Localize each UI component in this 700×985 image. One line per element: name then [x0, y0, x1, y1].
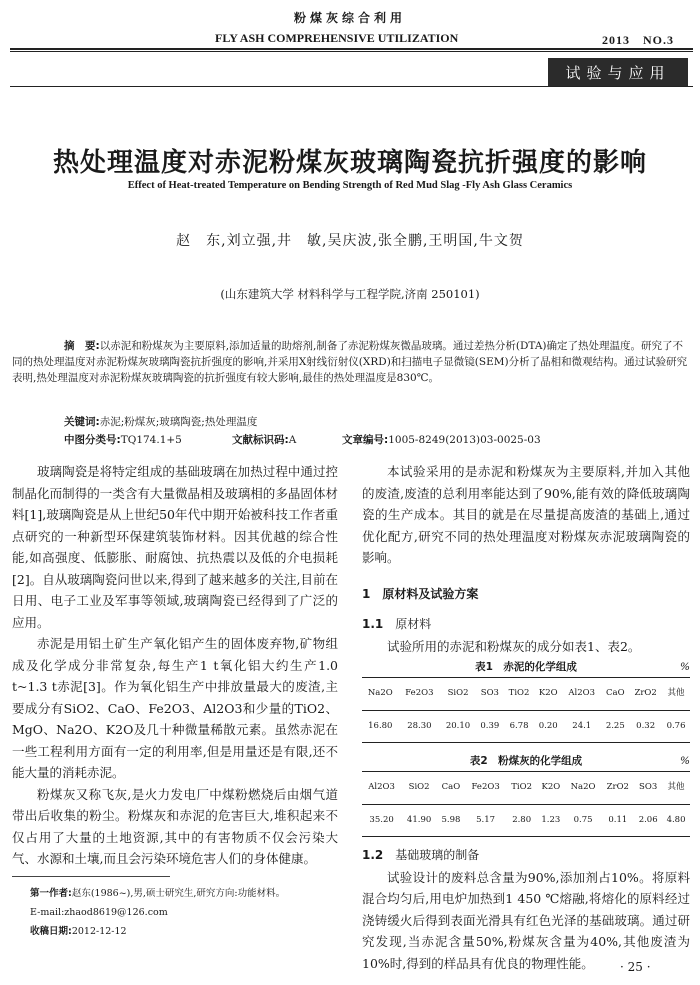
table-cell: 20.10 — [440, 710, 476, 743]
clc-code — [64, 432, 182, 447]
table-fly-ash-composition — [362, 771, 690, 837]
table-cell: 0.20 — [534, 710, 562, 743]
table-header-cell: TiO2 — [506, 772, 537, 805]
table-unit: % — [680, 755, 690, 767]
table-cell: 1.23 — [537, 804, 565, 837]
table-cell: 0.75 — [565, 804, 602, 837]
footnote-author-text: 赵东(1986~),男,硕士研究生,研究方向:功能材料。 — [71, 888, 286, 899]
table-header-cell: Na2O — [362, 678, 399, 711]
table-header-cell: 其他 — [662, 772, 690, 805]
footnote-author-label: 第一作者: — [30, 888, 72, 899]
clc-value: TQ174.1+5 — [120, 434, 182, 446]
table-header-cell: CaO — [437, 772, 465, 805]
table-cell: 0.76 — [662, 710, 690, 743]
abstract-text: 以赤泥和粉煤灰为主要原料,添加适量的助熔剂,制备了赤泥粉煤灰微晶玻璃。通过差热分析(DTA)确定了热处理温度。研究了不同的热处理温度对赤泥粉煤灰玻璃陶瓷抗折强度的影响,并采用X射线衍射仪(XRD)和扫描电子显微镜(SEM)分析了晶相和微观结构。通过试验研究表明,热处理温度对赤泥粉煤灰玻璃陶瓷的抗折强度有较大影响,最佳的热处理温度是830℃。 — [12, 340, 688, 384]
table-cell: 2.25 — [601, 710, 629, 743]
keywords-text: 赤泥;粉煤灰;玻璃陶瓷;热处理温度 — [99, 416, 258, 428]
table-header-cell: Fe2O3 — [399, 678, 441, 711]
table-header-cell: CaO — [601, 678, 629, 711]
table-caption-text: 表1 赤泥的化学组成 — [475, 661, 577, 673]
table-header-cell: ZrO2 — [601, 772, 634, 805]
footnote-rule — [12, 876, 170, 877]
table-cell: 16.80 — [362, 710, 399, 743]
journal-title-cn: 粉煤灰综合利用 — [293, 11, 406, 25]
subsection-title: 原材料 — [395, 617, 432, 631]
table-cell: 0.39 — [476, 710, 504, 743]
section-heading: 1 原材料及试验方案 — [362, 586, 479, 601]
paragraph: 玻璃陶瓷是将特定组成的基础玻璃在加热过程中通过控制晶化而制得的一类含有大量微晶相及玻璃相的多晶固体材料[1],玻璃陶瓷是从上世纪50年代中期开始被科技工作者重点研究的一种新型环保建筑装饰材料。因其优越的综合性能,如高强度、低膨胀、耐腐蚀、抗热震以及低的介电损耗[2]。自从玻璃陶瓷问世以来,得到了越来越多的关注,目前在日用、电子工业及军事等领域,玻璃陶瓷已经得到了广泛的应用。 — [12, 464, 338, 630]
table-header-cell: Al2O3 — [362, 772, 401, 805]
table-cell: 41.90 — [401, 804, 437, 837]
table-cell: 2.06 — [634, 804, 662, 837]
footnote-email: E-mail:zhaod8619@126.com — [30, 907, 168, 918]
article-title: 热处理温度对赤泥粉煤灰玻璃陶瓷抗折强度的影响 — [52, 148, 647, 178]
footnote-author — [30, 884, 285, 903]
table-cell: 24.1 — [562, 710, 601, 743]
doc-code — [232, 432, 296, 447]
article-number-value: 1005-8249(2013)03-0025-03 — [388, 434, 541, 446]
table-header-cell: K2O — [537, 772, 565, 805]
subsection-number: 1.2 — [362, 848, 384, 862]
article-title-en: Effect of Heat-treated Temperature on Bending Strength of Red Mud Slag -Fly Ash Glass Ceramics — [127, 180, 573, 191]
doc-code-value: A — [288, 434, 297, 446]
article-number — [342, 432, 541, 447]
table-cell: 2.80 — [506, 804, 537, 837]
table-unit: % — [680, 661, 690, 673]
keywords — [64, 414, 257, 429]
page-number: · 25 · — [620, 960, 651, 974]
footnote-received-label: 收稿日期: — [30, 926, 72, 937]
table-cell: 6.78 — [504, 710, 535, 743]
paragraph: 赤泥是用铝土矿生产氧化铝产生的固体废弃物,矿物组成及化学成分非常复杂,每生产1 t氧化铝大约生产1.0 t~1.3 t赤泥[3]。作为氧化铝生产中排放量最大的废渣,主要成分有SiO2、CaO、Fe2O3、Al2O3和少量的TiO2、MgO、Na2O、K2O及几十种微量稀散元素。虽然赤泥在一些工程利用方面有一定的利用率,但是用量还是有限,还不能大量的消耗赤泥。 — [12, 636, 338, 780]
journal-title-en: FLY ASH COMPREHENSIVE UTILIZATION — [215, 31, 459, 45]
footnote-received-text: 2012-12-12 — [71, 926, 127, 937]
issue-label: 2013 NO.3 — [602, 33, 675, 47]
abstract — [12, 338, 690, 386]
clc-label: 中图分类号: — [64, 434, 121, 446]
footnote-received — [30, 922, 285, 941]
table-header-cell: SO3 — [476, 678, 504, 711]
subsection-heading — [362, 614, 690, 636]
table-cell: 5.98 — [437, 804, 465, 837]
left-column — [12, 461, 338, 870]
table-header-cell: Na2O — [565, 772, 602, 805]
table-cell: 5.17 — [465, 804, 507, 837]
header-rule-thin — [10, 51, 693, 52]
table-caption-text: 表2 粉煤灰的化学组成 — [469, 755, 583, 767]
table-cell: 35.20 — [362, 804, 401, 837]
subsection-heading — [362, 845, 690, 867]
table-header-cell: SiO2 — [401, 772, 437, 805]
paragraph: 试验所用的赤泥和粉煤灰的成分如表1、表2。 — [387, 638, 641, 654]
table-cell: 4.80 — [662, 804, 690, 837]
subsection-number: 1.1 — [362, 617, 384, 631]
table-cell: 28.30 — [399, 710, 441, 743]
table-cell: 0.11 — [601, 804, 634, 837]
table-header-cell: K2O — [534, 678, 562, 711]
table-header-cell: Fe2O3 — [465, 772, 507, 805]
header-rule — [10, 48, 693, 50]
doc-code-label: 文献标识码: — [232, 434, 289, 446]
paragraph: 粉煤灰又称飞灰,是火力发电厂中煤粉燃烧后由烟气道带出后收集的粉尘。粉煤灰和赤泥的危害巨大,堆积起来不仅占用了大量的土地资源,其中的有害物质不仅会污染大气、水源和土壤,而且会污染环境危害人们的身体健康。 — [12, 786, 338, 866]
subsection-title: 基础玻璃的制备 — [395, 848, 480, 862]
table-header-cell: 其他 — [662, 678, 690, 711]
table-header-cell: Al2O3 — [562, 678, 601, 711]
author-list: 赵 东,刘立强,井 敏,吴庆波,张全鹏,王明国,牛文贺 — [176, 233, 524, 249]
table-header-cell: ZrO2 — [629, 678, 662, 711]
table-header-cell: SiO2 — [440, 678, 476, 711]
paragraph: 试验设计的废料总含量为90%,添加剂占10%。将原料混合均匀后,用电炉加热到1 450 ℃熔融,将熔化的原料经过浇铸缓火后得到表面光滑具有红色光泽的基础玻璃。通过研究发现,当赤泥含量50%,粉煤灰含量为40%,其他废渣为10%时,得到的样品具有优良的物理性能。 — [362, 869, 690, 971]
paragraph: 本试验采用的是赤泥和粉煤灰为主要原料,并加入其他的废渣,废渣的总利用率能达到了90%,能有效的降低玻璃陶瓷的生产成本。其目的就是在尽量提高废渣的基础上,通过优化配方,研究不同的热处理温度对粉煤灰赤泥玻璃陶瓷的影响。 — [362, 464, 690, 565]
right-column — [362, 461, 690, 974]
table-caption — [362, 751, 690, 771]
article-number-label: 文章编号: — [342, 434, 389, 446]
affiliation: (山东建筑大学 材料科学与工程学院,济南 250101) — [220, 287, 480, 301]
table-header-cell: SO3 — [634, 772, 662, 805]
section-rule — [10, 86, 693, 87]
table-cell: 0.32 — [629, 710, 662, 743]
keywords-label: 关键词: — [64, 416, 100, 428]
abstract-label: 摘 要: — [64, 340, 100, 352]
table-header-cell: TiO2 — [504, 678, 535, 711]
table-red-mud-composition — [362, 677, 690, 743]
section-tag: 试验与应用 — [548, 58, 688, 86]
footnote — [30, 884, 285, 941]
table-caption — [362, 657, 690, 677]
